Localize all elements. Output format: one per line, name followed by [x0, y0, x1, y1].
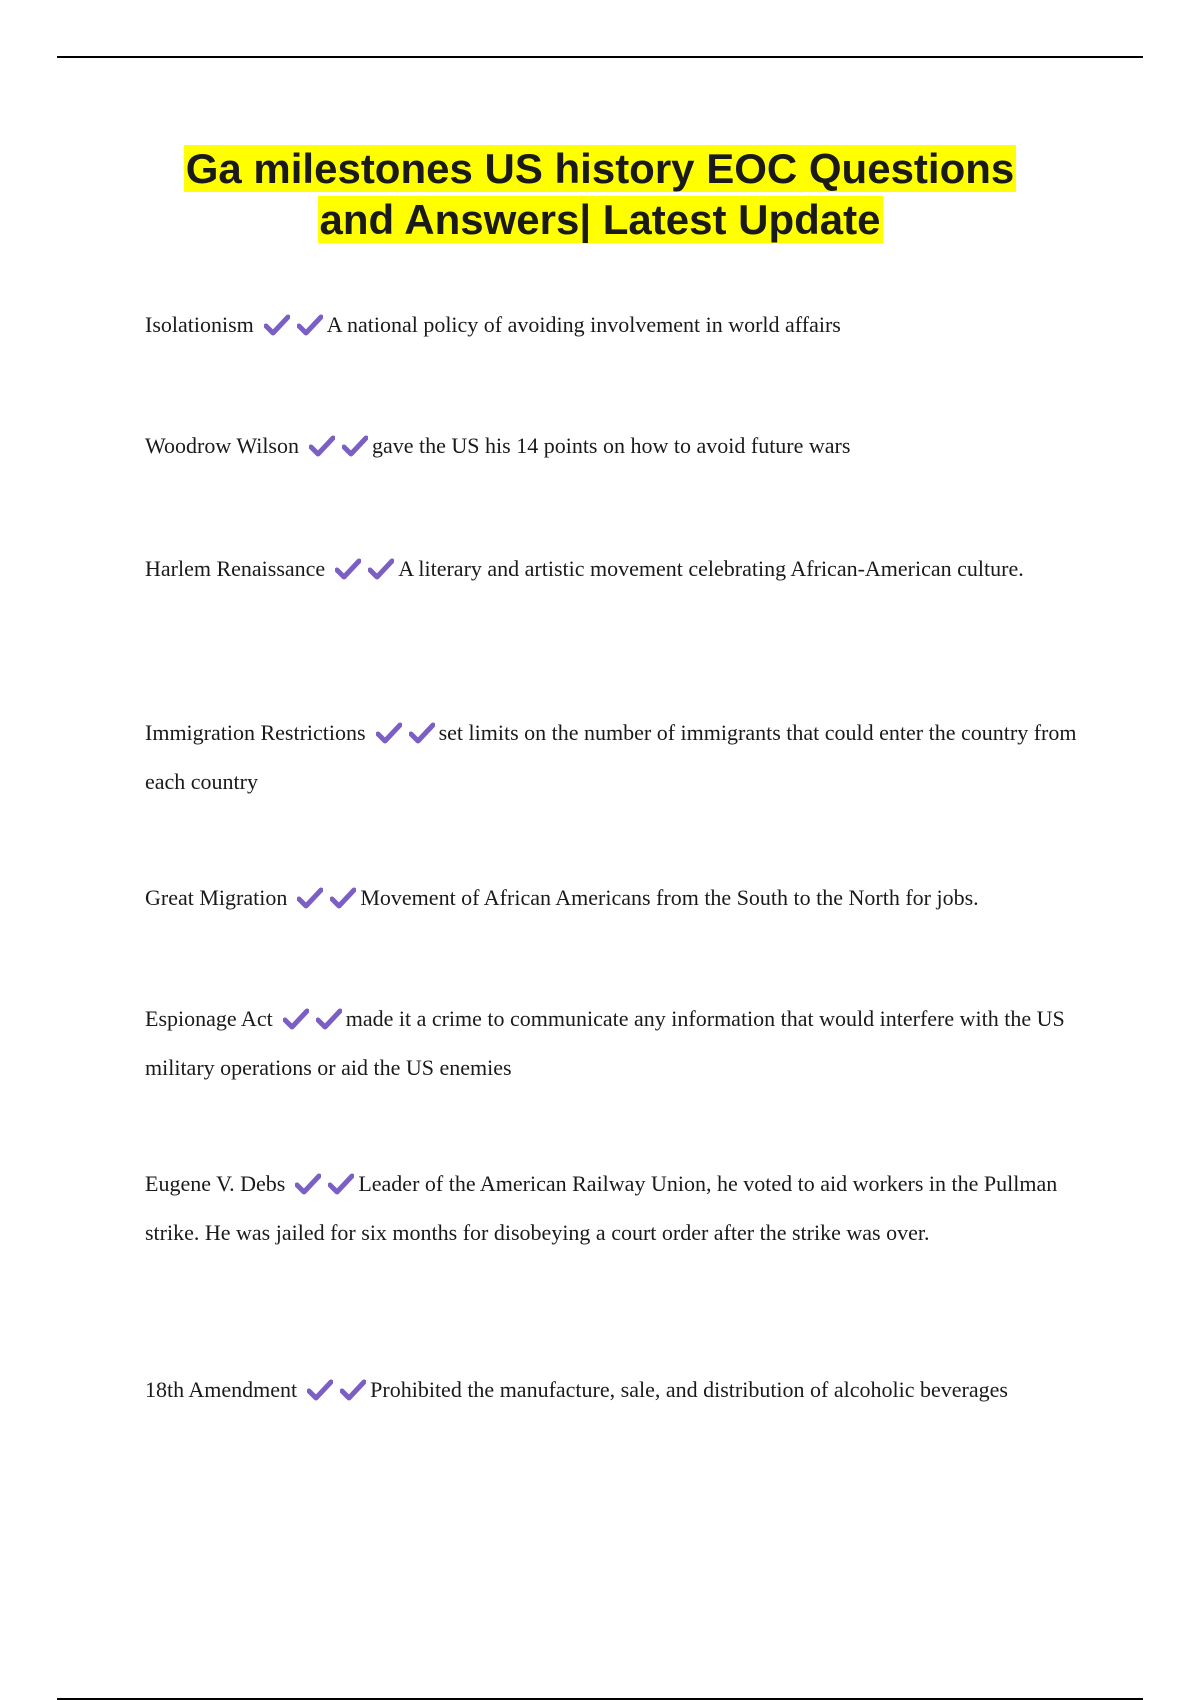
entry-definition: gave the US his 14 points on how to avoid future wars	[372, 433, 851, 458]
check-icon	[307, 1379, 333, 1401]
entry-definition: A literary and artistic movement celebrating African-American culture.	[398, 556, 1024, 581]
entry-term: Isolationism	[145, 312, 254, 337]
check-icon	[342, 435, 368, 457]
check-icon	[328, 1173, 354, 1195]
entry-term: Immigration Restrictions	[145, 720, 366, 745]
check-icon	[295, 1173, 321, 1195]
entry-term: 18th Amendment	[145, 1377, 298, 1402]
check-icon	[376, 722, 402, 744]
double-check-icon	[295, 1165, 354, 1210]
check-icon	[297, 887, 323, 909]
check-icon	[330, 887, 356, 909]
entry-term: Woodrow Wilson	[145, 433, 299, 458]
check-icon	[368, 558, 394, 580]
double-check-icon	[283, 1000, 342, 1045]
check-icon	[340, 1379, 366, 1401]
double-check-icon	[307, 1371, 366, 1416]
check-icon	[409, 722, 435, 744]
double-check-icon	[297, 879, 356, 924]
top-rule	[57, 56, 1143, 58]
entry-definition: Movement of African Americans from the South to the North for jobs.	[360, 885, 979, 910]
entry-definition: A national policy of avoiding involvement in world affairs	[326, 312, 841, 337]
check-icon	[335, 558, 361, 580]
check-icon	[264, 314, 290, 336]
check-icon	[283, 1008, 309, 1030]
title-line-1: Ga milestones US history EOC Questions	[185, 145, 1015, 192]
double-check-icon	[264, 306, 323, 351]
double-check-icon	[335, 550, 394, 595]
qa-entry-harlem-renaissance	[145, 546, 1105, 595]
entry-term: Eugene V. Debs	[145, 1171, 286, 1196]
double-check-icon	[376, 714, 435, 759]
title-line-2: and Answers| Latest Update	[319, 196, 881, 243]
qa-entry-isolationism	[145, 302, 1105, 351]
entry-definition: made it a crime to communicate any information that would interfere with the US military operations or aid the US enemies	[145, 1006, 1065, 1080]
entry-term: Great Migration	[145, 885, 288, 910]
entry-definition: Leader of the American Railway Union, he voted to aid workers in the Pullman strike. He was jailed for six months for disobeying a court order after the strike was over.	[145, 1171, 1058, 1245]
qa-entry-eugene-v-debs	[145, 1161, 1105, 1255]
entry-definition: Prohibited the manufacture, sale, and distribution of alcoholic beverages	[370, 1377, 1008, 1402]
qa-entry-18th-amendment	[145, 1367, 1105, 1416]
entry-definition: set limits on the number of immigrants that could enter the country from each country	[145, 720, 1077, 794]
check-icon	[309, 435, 335, 457]
check-icon	[297, 314, 323, 336]
entry-term: Espionage Act	[145, 1006, 273, 1031]
double-check-icon	[309, 427, 368, 472]
document-title	[100, 143, 1100, 245]
qa-entry-espionage-act	[145, 996, 1105, 1090]
entry-term: Harlem Renaissance	[145, 556, 326, 581]
qa-entry-woodrow-wilson	[145, 423, 1105, 472]
qa-entry-immigration-restrictions	[145, 710, 1105, 804]
qa-entry-great-migration	[145, 875, 1105, 924]
check-icon	[316, 1008, 342, 1030]
